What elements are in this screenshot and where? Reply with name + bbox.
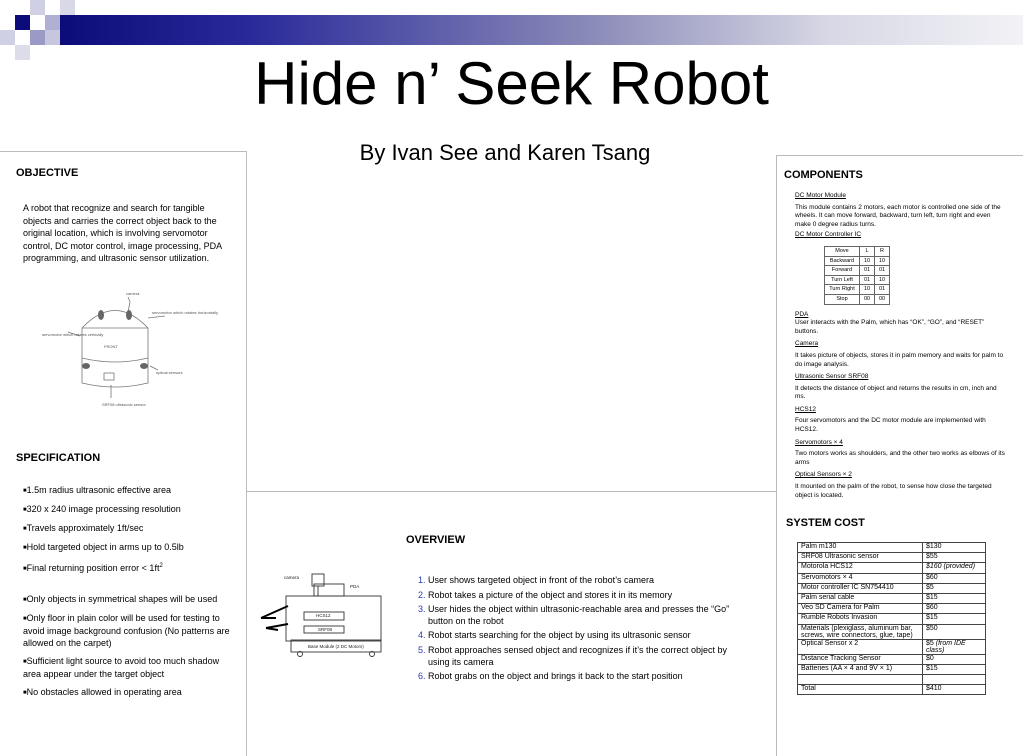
divider [776,155,777,756]
figure-label: camera [126,291,140,296]
table-row: Distance Tracking Sensor $0 [798,654,986,664]
divider [776,155,1023,156]
overview-list [416,575,746,686]
components-body [795,192,1007,500]
figure-label: camera [284,575,300,580]
component-title: Ultrasonic Sensor SRF08 [795,373,869,381]
table-row: Optical Sensor x 2 $5 (from IDE class) [798,639,986,654]
figure-label: Base Module (2 DC Motors) [308,644,364,649]
figure-label: PDA [350,584,360,589]
component-text: Four servomotors and the DC motor module are implemented with HCS12. [795,417,986,434]
page-title: Hide n’ Seek Robot [254,50,769,117]
overview-step: 4. Robot starts searching for the object by using its ultrasonic sensor [428,630,746,642]
component-title: Camera [795,340,819,348]
specification-list [23,484,233,705]
table-row: Turn Left 01 10 [825,275,890,285]
component-title: DC Motor Module [795,192,846,199]
component-title: Optical Sensors × 2 [795,471,852,479]
logo-square [60,0,75,15]
component-text: This module contains 2 motors, each motor is controlled one side of the wheels. It can move forward, backward, turn left, turn right and even make 0 degree radius turns. [795,203,1001,228]
system-cost-table [797,542,986,695]
component-title: HCS12 [795,405,816,413]
table-row: Veo SD Camera for Palm $60 [798,604,986,614]
specification-heading: SPECIFICATION [16,452,101,464]
overview-step: 2. Robot takes a picture of the object and stores it in its memory [428,590,746,602]
figure-label: SRF08 ultrasonic sensor [102,402,146,407]
robot-block-diagram [256,568,391,658]
motor-controller-table [824,246,890,305]
spec-item: ■Only floor in plain color will be used for testing to avoid image background confusion (No patterns are allowed on the carpet) [23,613,230,648]
component-title: PDA [795,310,809,318]
spec-item: ■320 x 240 image processing resolution [23,504,181,514]
component-text: It mounted on the palm of the robot, to sense how close the targeted object is located. [795,483,992,499]
robot-sketch [40,288,219,413]
table-header: Move [825,246,860,256]
table-row: Servomotors × 4 $60 [798,573,986,583]
overview-step: 6. Robot grabs on the object and brings it back to the start position [428,671,746,683]
logo-square [15,15,30,30]
logo-square [45,15,60,30]
divider [246,491,776,492]
divider [246,151,247,756]
spec-item: ■1.5m radius ultrasonic effective area [23,485,172,495]
component-title: DC Motor Controller IC [795,231,862,239]
table-row: Turn Right 10 01 [825,285,890,295]
table-row: Materials (plexiglass, aluminum bar, screws, wire connectors, glue, tape) $50 [798,624,986,639]
overview-step: 5. Robot approaches sensed object and recognizes if it’s the correct object by using its camera [428,645,746,668]
figure-label: SRF08 [318,627,333,632]
figure-label: FRONT [104,344,118,349]
component-title: Servomotors × 4 [795,438,843,446]
table-row [798,674,986,684]
table-row: SRF08 Ultrasonic sensor $55 [798,553,986,563]
table-row: Motorola HCS12 $160 (provided) [798,563,986,573]
objective-heading: OBJECTIVE [16,167,79,179]
spec-item: ■Hold targeted object in arms up to 0.5lb [23,542,184,552]
table-row: Rumble Robots Invasion $15 [798,614,986,624]
page-subtitle: By Ivan See and Karen Tsang [359,140,651,165]
overview-step: 1. User shows targeted object in front of the robot’s camera [428,575,746,587]
table-header: R [875,246,890,256]
table-row: Palm m130 $130 [798,543,986,553]
table-row: Total $410 [798,685,986,695]
logo-square [30,0,45,15]
table-row: Motor controller IC SN754410 $5 [798,583,986,593]
spec-item: ■Travels approximately 1ft/sec [23,523,144,533]
overview-heading: OVERVIEW [406,534,466,546]
logo-square [0,30,15,45]
spec-item: ■Sufficient light source to avoid too much shadow area appear under the target object [23,656,220,679]
figure-label: servomotor which rotates vertically [42,332,104,337]
logo-square [30,30,45,45]
spec-item: ■Only objects in symmetrical shapes will be used [23,594,218,604]
overview-step: 3. User hides the object within ultrasonic-reachable area and presses the “Go” button on the robot [428,604,746,627]
table-row: Batteries (AA × 4 and 9V × 1) $15 [798,664,986,674]
table-header: L [860,246,875,256]
component-text: Two motors works as shoulders, and the other two works as elbows of its arms [795,450,1005,466]
system-cost-heading: SYSTEM COST [786,517,865,529]
component-text: It detects the distance of object and returns the results in cm, inch and ms. [795,384,997,401]
table-row: Palm serial cable $15 [798,593,986,603]
divider [0,151,246,152]
figure-label: optical sensors [156,370,183,375]
table-row: Forward 01 01 [825,266,890,276]
spec-item: ■Final returning position error < $1ft^2$ [23,563,163,573]
header-band [60,15,1023,45]
figure-label: servomotor which rotates horizontally [152,310,219,315]
components-heading: COMPONENTS [784,169,863,181]
logo-square [45,30,60,45]
objective-text: A robot that recognize and search for tangible objects and carries the correct object back to the original location, which is involving servomotor control, DC motor control, image processing, PDA programming, and ultrasonic sensor utilization. [23,203,222,263]
component-text: User interacts with the Palm, which has “OK”, “GO”, and “RESET” buttons. [795,319,985,335]
table-row: Stop 00 00 [825,294,890,304]
spec-item: ■No obstacles allowed in operating area [23,687,182,697]
component-text: It takes picture of objects, stores it in palm memory and waits for palm to do image analysis. [795,351,1004,368]
table-row: Backward 10 10 [825,256,890,266]
figure-label: HCS12 [316,613,331,618]
